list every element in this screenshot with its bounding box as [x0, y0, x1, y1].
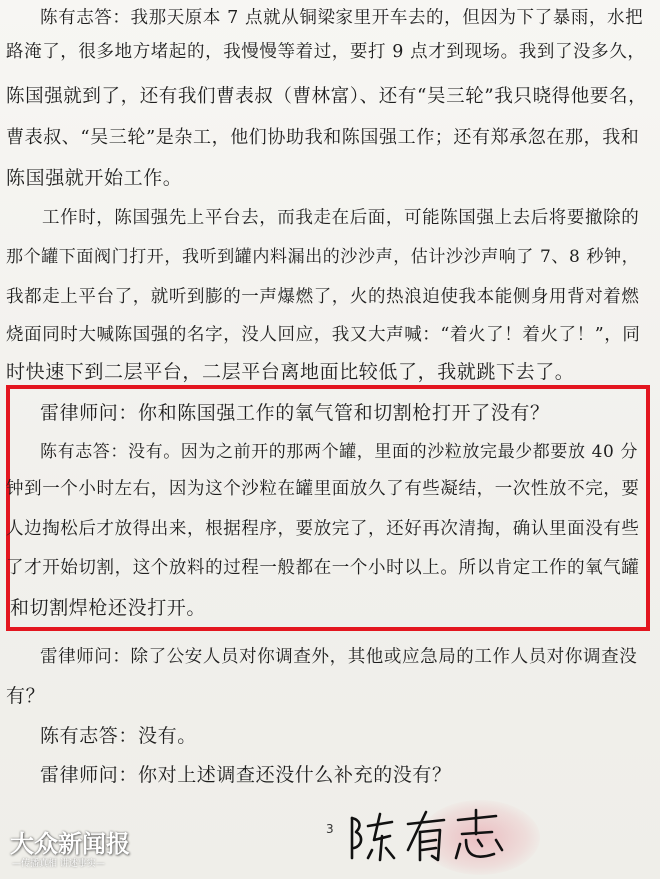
transcript-line: 工作时，陈国强先上平台去，而我走在后面，可能陈国强上去后将要撤除的	[42, 208, 640, 228]
watermark-slogan: —传播真相 讲述事实—	[12, 859, 105, 869]
transcript-line: 雷律师问：除了公安人员对你调查外，其他或应急局的工作人员对你调查没	[40, 647, 638, 667]
highlighted-line: 了才开始切割，这个放料的过程一般都在一个小时以上。所以肯定工作的氧气罐	[6, 558, 640, 578]
highlighted-line: 雷律师问：你和陈国强工作的氧气管和切割枪打开了没有？	[40, 402, 550, 424]
transcript-line: 雷律师问：你对上述调查还没什么补充的没有？	[40, 764, 452, 786]
highlighted-line: 陈有志答：没有。因为之前开的那两个罐，里面的沙粒放完最少都要放 40 分	[40, 442, 639, 462]
transcript-line: 陈国强就开始工作。	[6, 167, 183, 189]
transcript-line: 有？	[6, 685, 46, 707]
highlighted-line: 和切割焊枪还没打开。	[10, 597, 207, 619]
transcript-line: 我都走上平台了，就听到膨的一声爆燃了，火的热浪迫使我本能侧身用背对着燃	[6, 287, 640, 307]
highlighted-line: 钟到一个小时左右，因为这个沙粒在罐里面放久了有些凝结，一次性放不完，要	[6, 479, 640, 499]
transcript-line: 时快速下到二层平台，二层平台离地面比较低了，我就跳下去了。	[6, 361, 575, 383]
highlighted-line: 人边掏松后才放得出来，根据程序，要放完了，还好再次清掏，确认里面没有些	[6, 519, 640, 539]
handwritten-signature	[346, 806, 546, 866]
transcript-line: 那个罐下面阀门打开，我听到罐内料漏出的沙沙声，估计沙沙声响了 7、8 秒钟，	[6, 247, 640, 267]
watermark-title: 大众新闻报	[10, 830, 130, 858]
transcript-line: 陈有志答：没有。	[40, 725, 197, 747]
page-number: 3	[326, 822, 334, 836]
transcript-line: 陈国强就到了，还有我们曹表叔（曹林富）、还有“吴三轮”我只晓得他要名，	[6, 86, 648, 107]
transcript-line: 陈有志答：我那天原本 7 点就从铜梁家里开车去的，但因为下了暴雨，水把	[40, 8, 644, 28]
transcript-line: 路淹了，很多地方堵起的，我慢慢等着过，要打 9 点才到现场。我到了没多久，	[6, 42, 646, 62]
watermark-logo	[4, 820, 130, 876]
transcript-line: 烧面同时大喊陈国强的名字，没人回应，我又大声喊：“着火了！着火了！”，同	[6, 325, 641, 345]
transcript-line: 曹表叔、“吴三轮”是杂工，他们协助我和陈国强工作；还有郑承忽在那，我和	[6, 127, 640, 148]
